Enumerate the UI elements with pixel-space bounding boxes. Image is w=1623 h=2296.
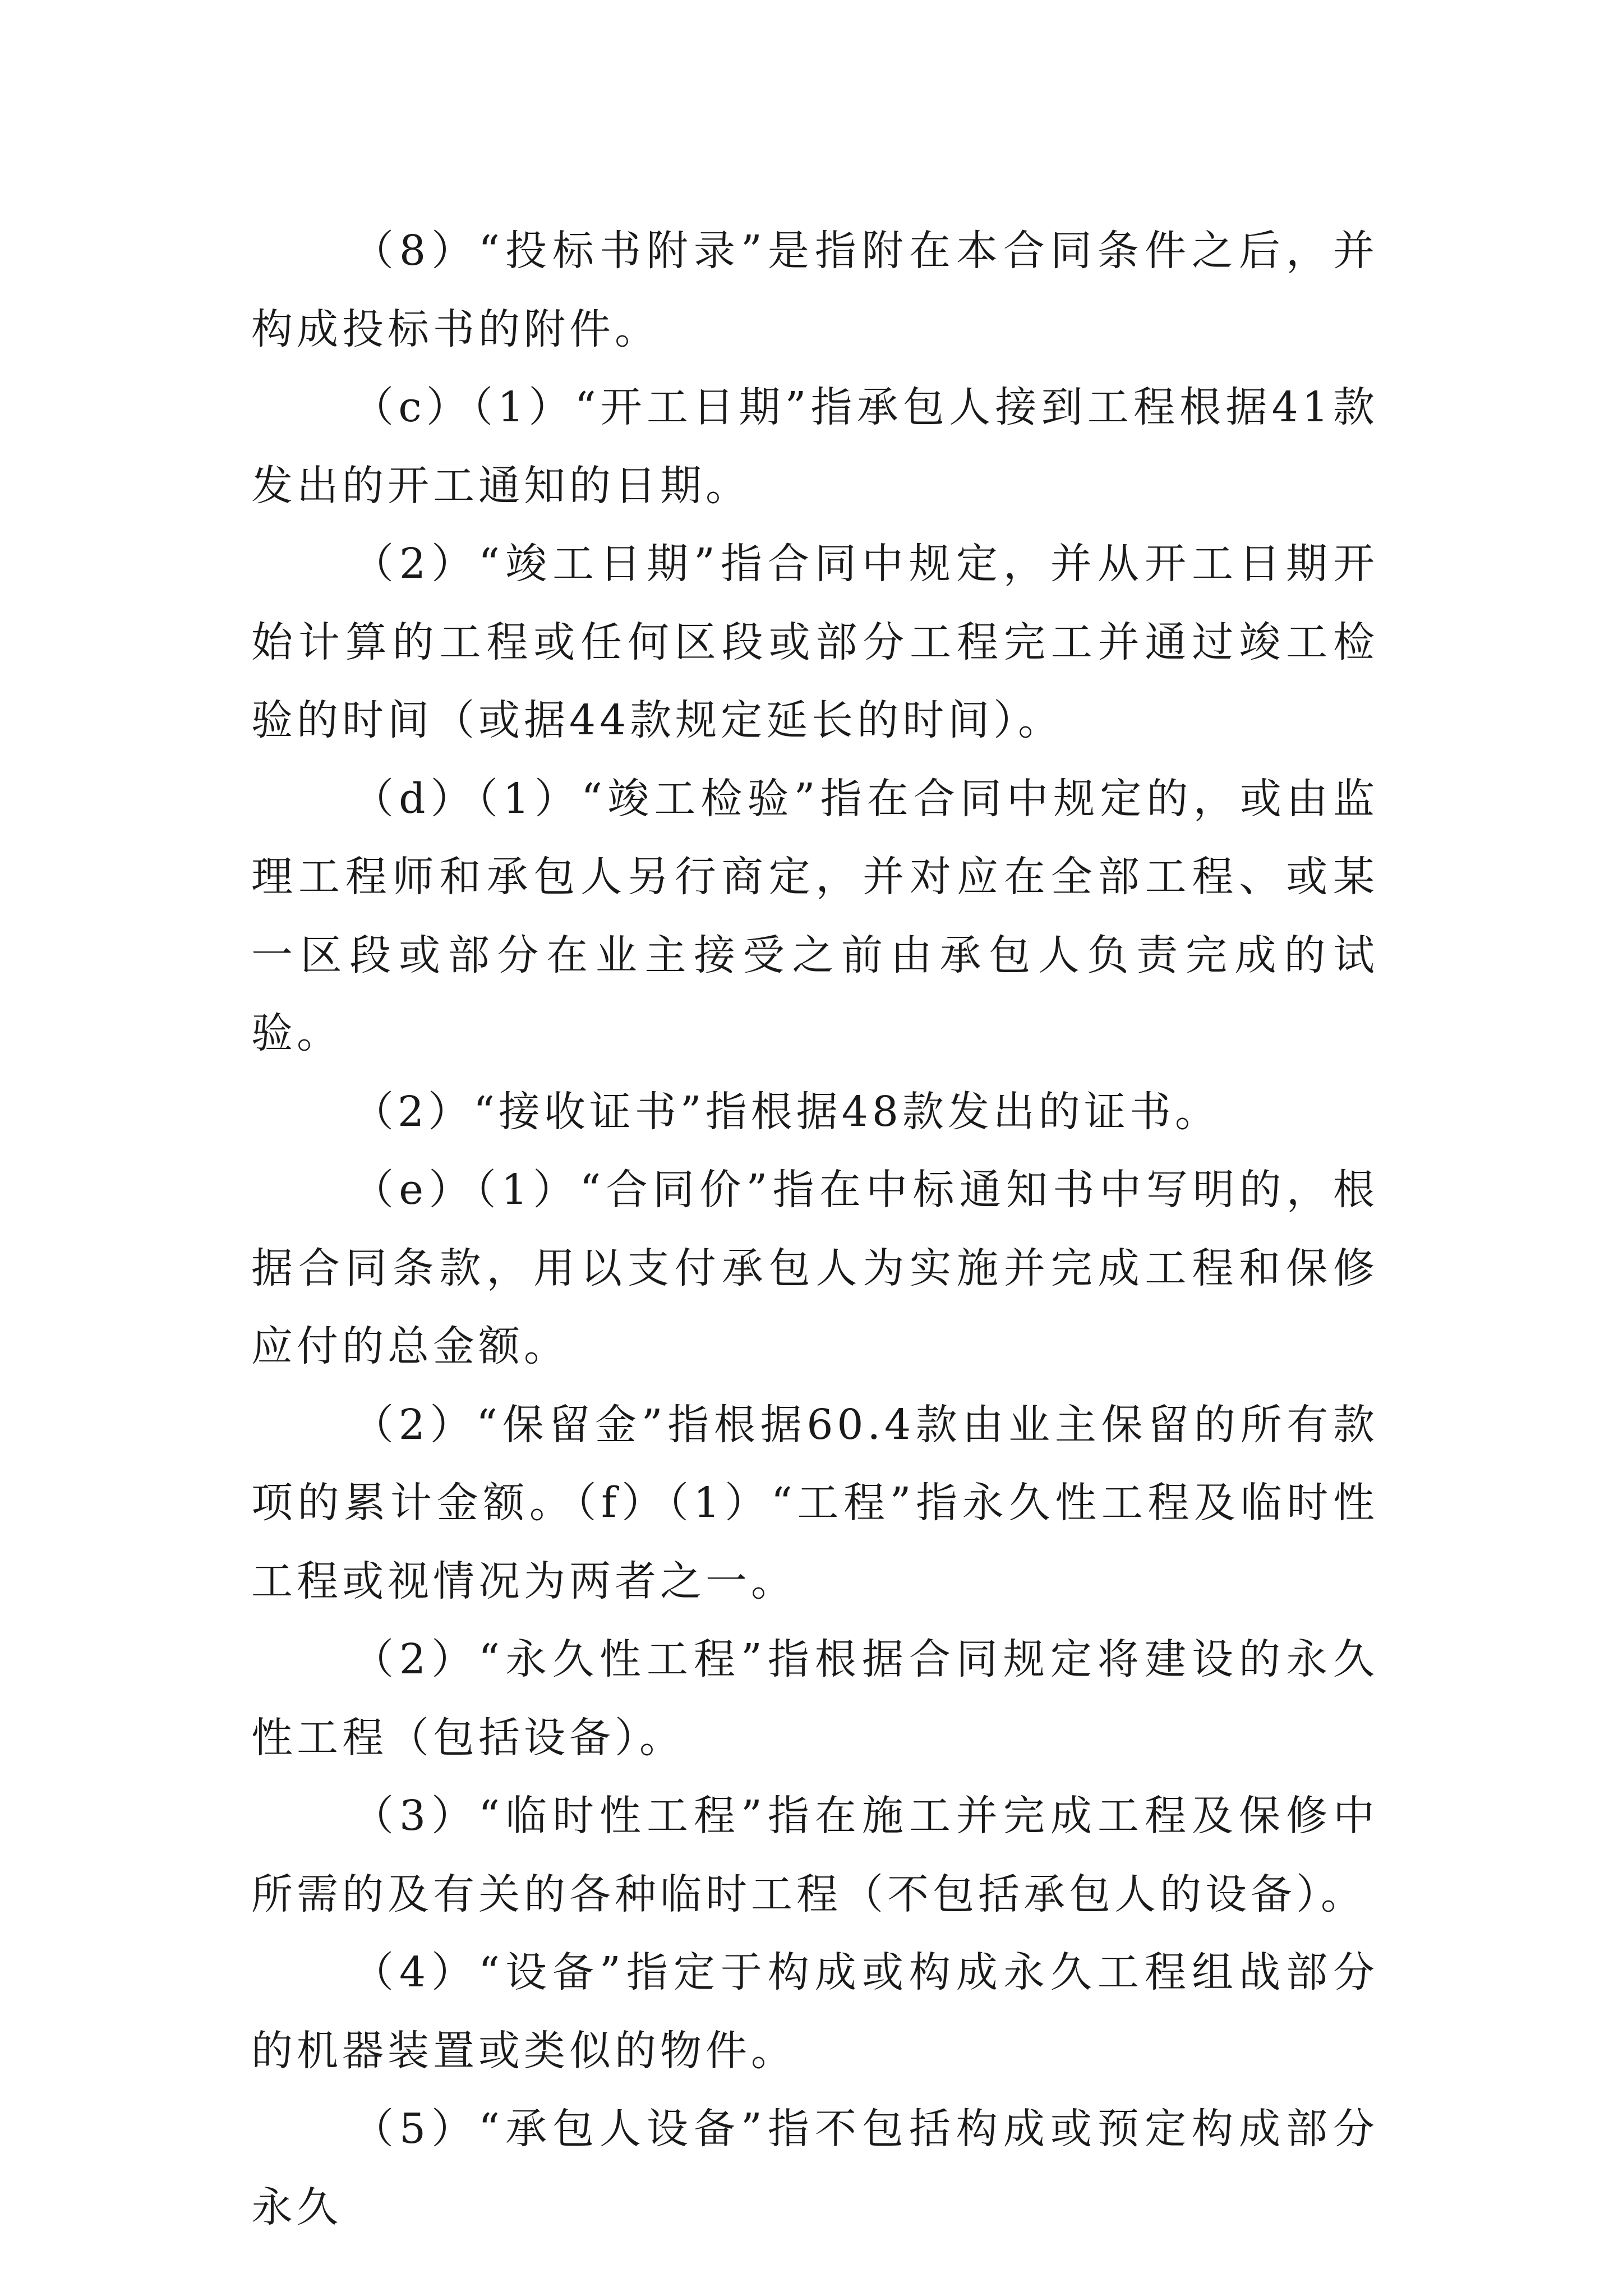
- paragraph-appendix-definition: （8）“投标书附录”是指附在本合同条件之后，并构成投标书的附件。: [251, 227, 1378, 353]
- paragraph-temporary-works: （3）“临时性工程”指在施工并完成工程及保修中所需的及有关的各种临时工程（不包括承包人的设备）。: [251, 1792, 1378, 1918]
- paragraph-taking-over-certificate: （2）“接收证书”指根据48款发出的证书。: [352, 1087, 1220, 1136]
- paragraph-contractor-equipment: （5）“承包人设备”指不包括构成或预定构成部分永久: [251, 2105, 1378, 2231]
- paragraph-contract-price: （e）（1）“合同价”指在中标通知书中写明的，根据合同条款，用以支付承包人为实施并完成工程和保修应付的总金额。: [251, 1166, 1378, 1370]
- paragraph-plant: （4）“设备”指定于构成或构成永久工程组战部分的机器装置或类似的物件。: [251, 1948, 1378, 2075]
- document-body: [251, 212, 1378, 2247]
- paragraph-completion-tests: （d）（1）“竣工检验”指在合同中规定的，或由监理工程师和承包人另行商定，并对应在全部工程、或某一区段或部分在业主接受之前由承包人负责完成的试验。: [251, 774, 1378, 1057]
- paragraph-completion-date: （2）“竣工日期”指合同中规定，并从开工日期开始计算的工程或任何区段或部分工程完工并通过竣工检验的时间（或据44款规定延长的时间）。: [251, 540, 1378, 744]
- paragraph-commencement-date: （c）（1）“开工日期”指承包人接到工程根据41款发出的开工通知的日期。: [251, 383, 1378, 510]
- paragraph-retention-money: （2）“保留金”指根据60.4款由业主保留的所有款项的累计金额。（f）（1）“工程”指永久性工程及临时性工程或视情况为两者之一。: [251, 1400, 1378, 1605]
- paragraph-permanent-works: （2）“永久性工程”指根据合同规定将建设的永久性工程（包括设备）。: [251, 1635, 1378, 1762]
